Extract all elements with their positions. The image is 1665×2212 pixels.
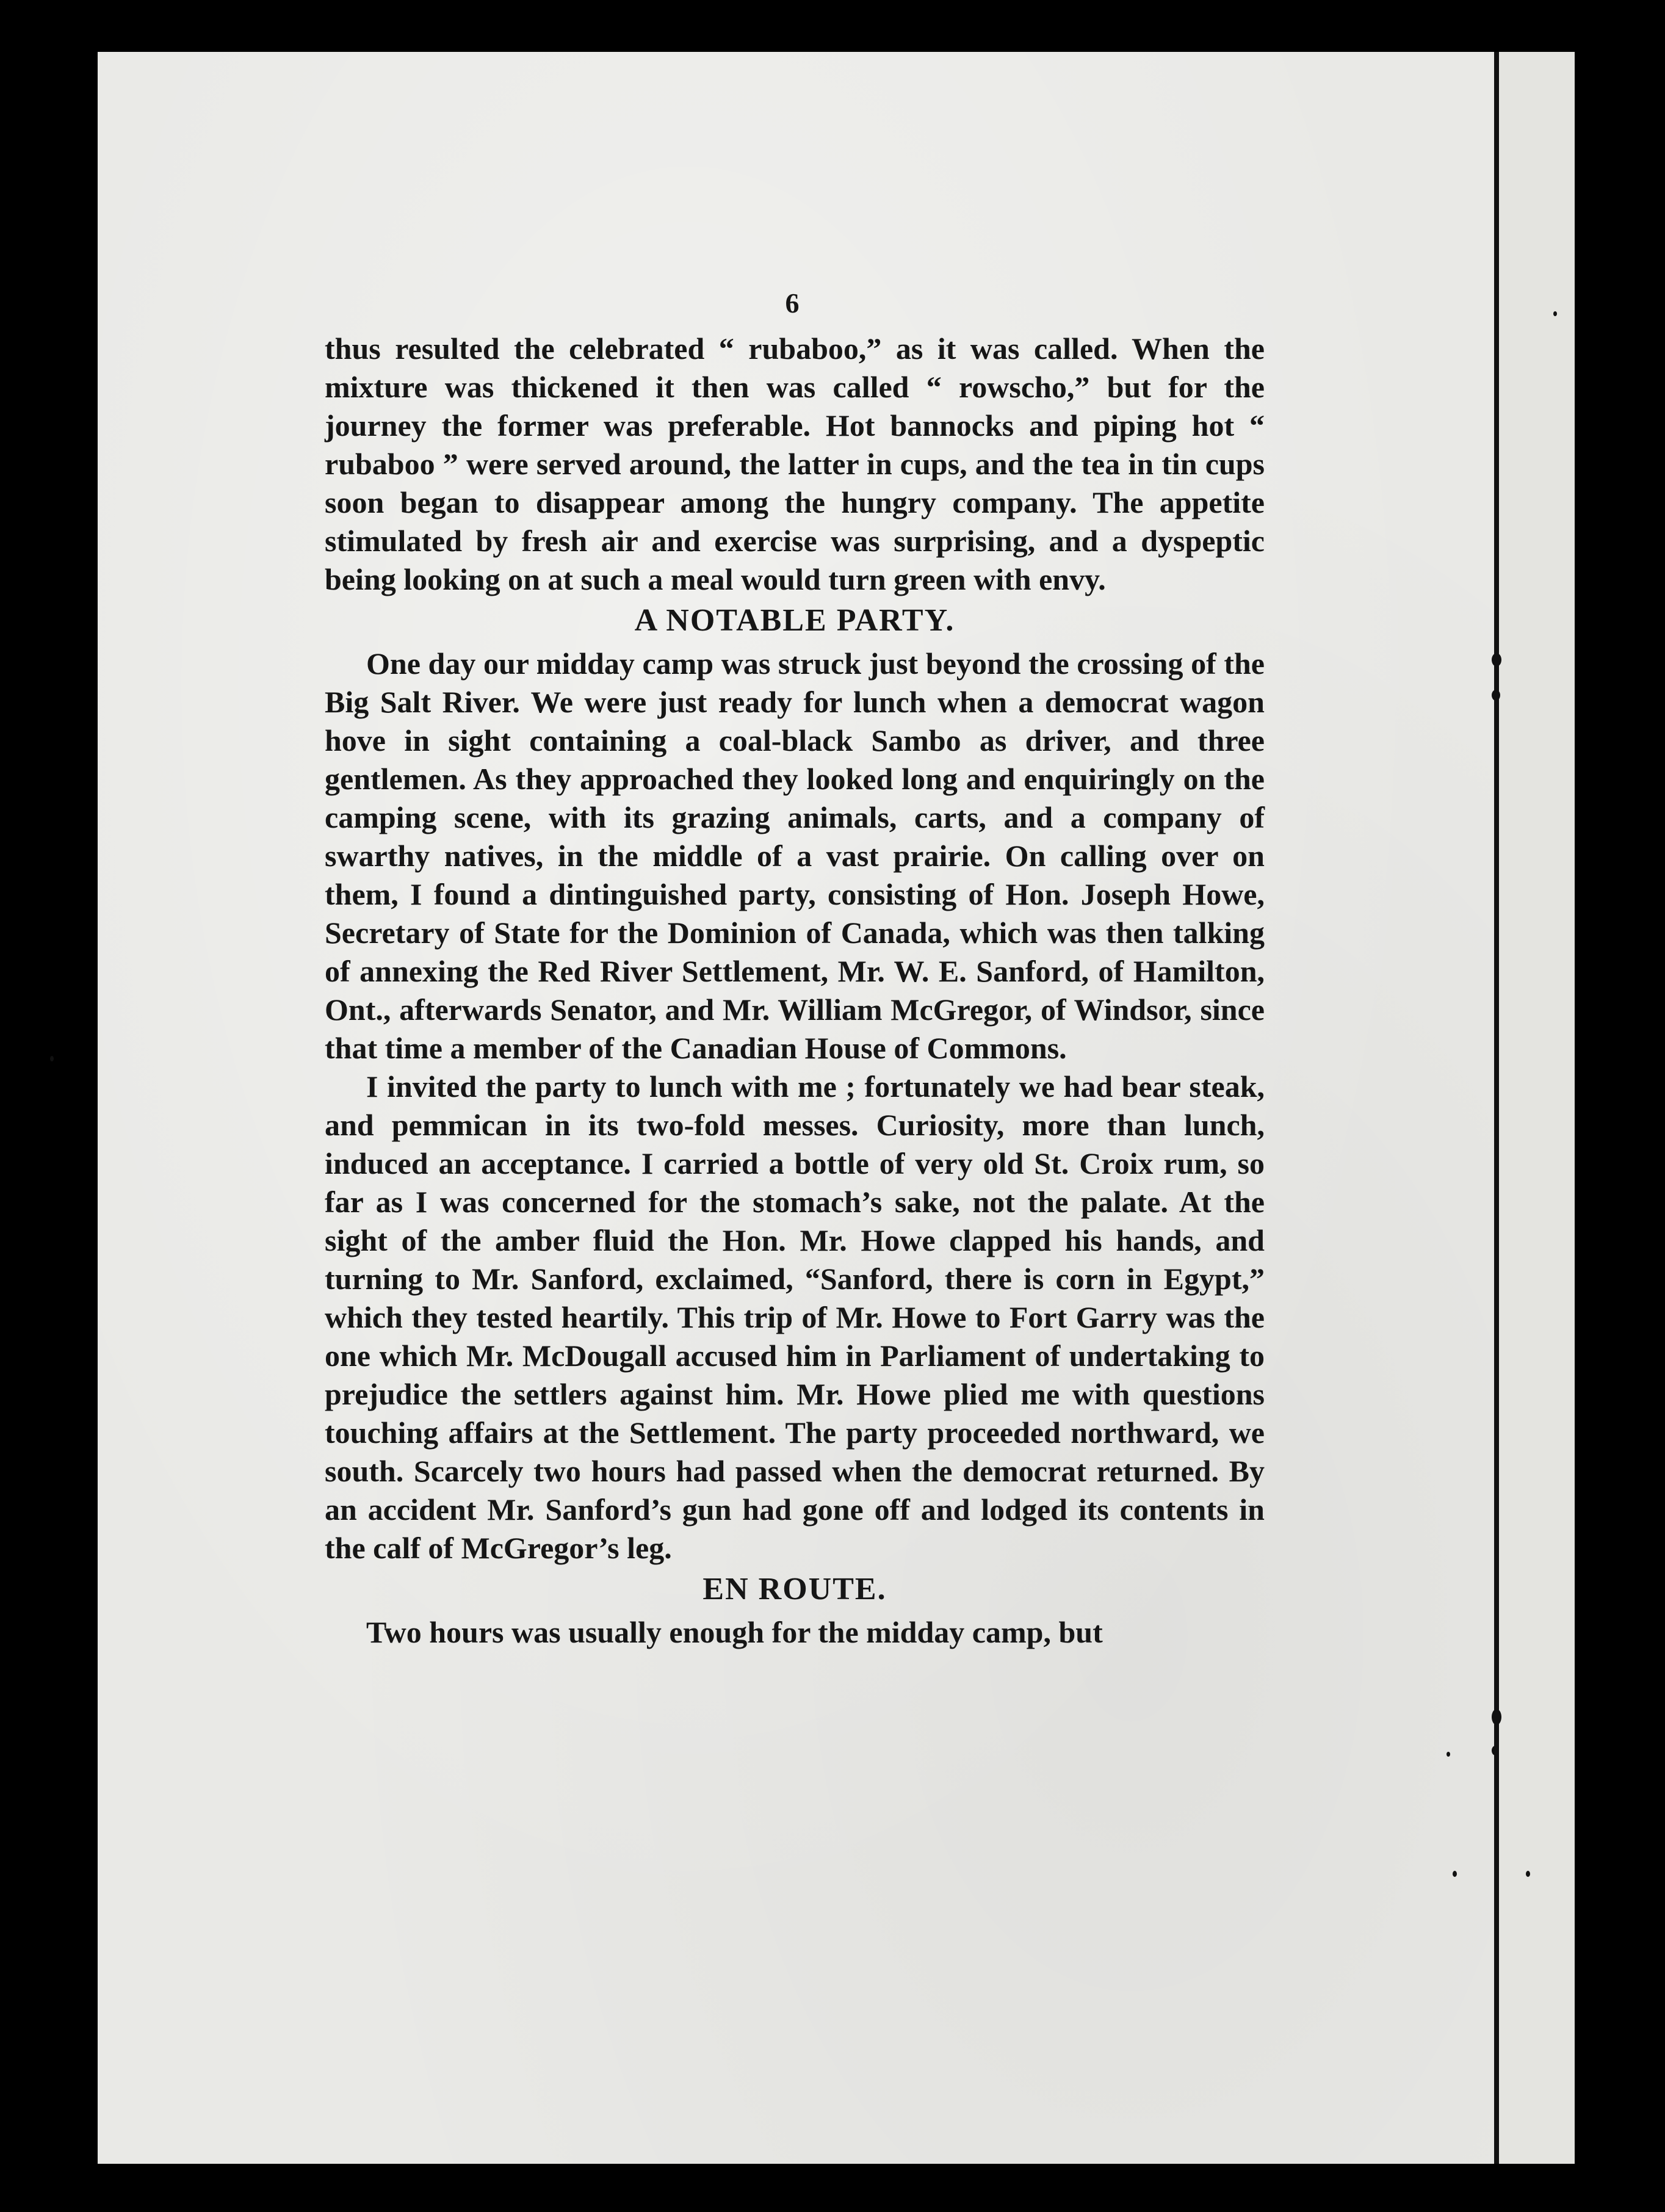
page-gutter-line	[1494, 52, 1499, 2164]
scan-speck	[1526, 1871, 1530, 1877]
scan-speck	[50, 1056, 54, 1061]
body-paragraph: thus resulted the celebrated “ rubaboo,” as it was called. When the mixture was thickened it then was called “ rowscho,” but for the journey the former was preferable. Hot bannocks and piping hot “ rubaboo ” were served around, the latter in cups, and the tea in tin cups soon began to disappear among the hungry company. The appetite stimulated by fresh air and exercise was surprising, and a dyspeptic being looking on at such a meal would turn green with envy.	[325, 331, 1265, 596]
section-heading: EN ROUTE.	[702, 1572, 887, 1607]
body-paragraph: I invited the party to lunch with me ; fortunately we had bear steak, and pemmican in its two-fold messes. Curiosity, more than lunch, induced an acceptance. I carried a bottle of very old St. Croix rum, so far as I was concerned for the stomach’s sake, not the palate. At the sight of the amber fluid the Hon. Mr. Howe clapped his hands, and turning to Mr. Sanford, exclaimed, “Sanford, there is corn in Egypt,” which they tested heartily. This trip of Mr. Howe to Fort Garry was the one which Mr. McDougall accused him in Parliament of undertaking to prejudice the settlers against him. Mr. Howe plied me with questions touching affairs at the Settlement. The party proceeded northward, we south. Scarcely two hours had passed when the democrat returned. By an accident Mr. Sanford’s gun had gone off and lodged its contents in the calf of McGregor’s leg.	[325, 1069, 1265, 1565]
scan-speck	[1453, 1871, 1457, 1877]
scan-speck	[1492, 690, 1500, 701]
scan-speck	[1492, 1709, 1501, 1725]
section-heading: A NOTABLE PARTY.	[634, 603, 955, 638]
facing-page-edge	[1499, 52, 1575, 2164]
scan-speck	[1492, 1746, 1499, 1755]
scan-speck	[1446, 1752, 1450, 1757]
body-paragraph: One day our midday camp was struck just beyond the crossing of the Big Salt River. We were just ready for lunch when a democrat wagon hove in sight containing a coal-black Sambo as driver, and three gentlemen. As they approached they looked long and enquiringly on the camping scene, with its grazing animals, carts, and a company of swarthy natives, in the middle of a vast prairie. On calling over on them, I found a dintinguished party, consisting of Hon. Joseph Howe, Secretary of State for the Dominion of Canada, which was then talking of annexing the Red River Settlement, Mr. W. E. Sanford, of Hamilton, Ont., afterwards Senator, and Mr. William McGregor, of Windsor, since that time a member of the Canadian House of Commons.	[325, 646, 1265, 1065]
page-number: 6	[785, 287, 800, 319]
page-body	[325, 330, 1265, 1652]
scan-speck	[1553, 311, 1557, 316]
body-paragraph: Two hours was usually enough for the midday camp, but	[366, 1615, 1103, 1649]
scan-speck	[1492, 653, 1501, 667]
